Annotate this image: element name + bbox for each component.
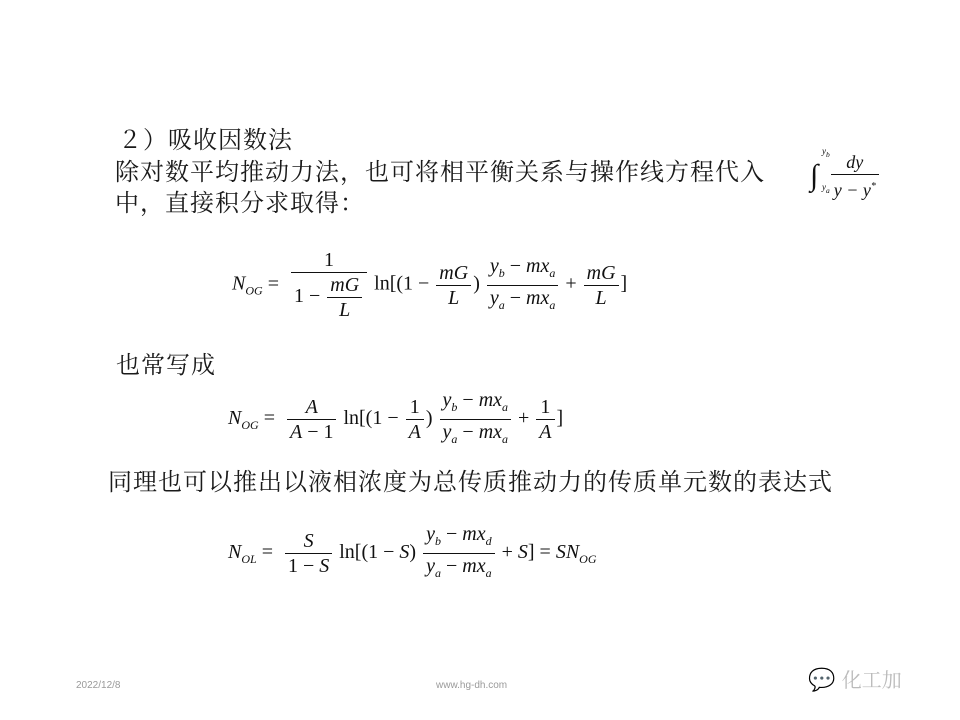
watermark-logo xyxy=(808,664,902,693)
intro-line-1: 除对数平均推动力法，也可将相平衡关系与操作线方程代入 xyxy=(115,158,765,186)
also-written-label: 也常写成 xyxy=(116,351,216,379)
footer-website: www.hg-dh.com xyxy=(436,680,508,691)
equation-nol: $N_{OL}$ = $\frac{S}{1 - S}$ ln[(1 − S) $\frac{y_b - mx_d}{y_a - mx_a}$ + $S] = SN_{OG}$ xyxy=(228,523,597,580)
similarly-text: 同理也可以推出以液相浓度为总传质推动力的传质单元数的表达式 xyxy=(108,468,833,496)
footer-date: 2022/12/8 xyxy=(76,680,121,691)
lower-limit: $y_a$ xyxy=(822,182,830,195)
integral-expression: ∫ $y_b$ $y_a$ $\frac{dy}{y - y^*}$ xyxy=(810,150,881,202)
slide-heading: ２）吸收因数法 xyxy=(118,126,293,154)
intro-line-2: 中，直接积分求取得： xyxy=(115,189,365,217)
equation-nog-a: $N_{OG}$ = $\frac{A}{A - 1}$ ln[(1 − $\frac{1}{A}$ ) $\frac{y_b - mx_a}{y_a - mx_a}$ + $\frac{1}{A}$ ] xyxy=(228,389,564,446)
equation-nog-mg-l: $N_{OG}$ = 1 1 − $\frac{mG}{L}$ ln[(1 − $\frac{mG}{L}$ ) $\frac{y_b - mx_a}{y_a - mx_a}$ + $\frac{mG}{L}$ ] xyxy=(232,249,628,321)
integral-sign-icon: ∫ xyxy=(810,159,819,192)
wechat-icon: 💬 xyxy=(808,668,836,693)
watermark-text: 化工加 xyxy=(841,668,902,692)
upper-limit: $y_b$ xyxy=(822,146,830,159)
